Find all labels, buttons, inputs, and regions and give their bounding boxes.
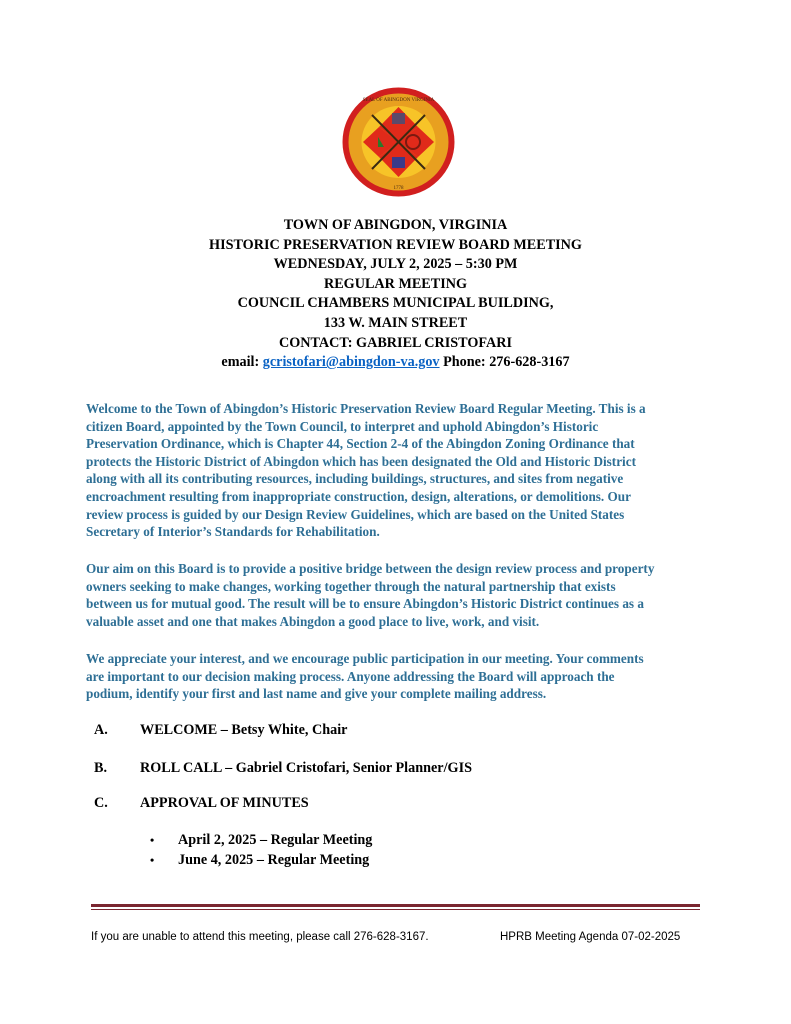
minutes-item-text: June 4, 2025 – Regular Meeting — [178, 852, 370, 868]
paragraph-line: protects the Historic District of Abingdon which has been designated the Old and Historic District — [86, 453, 636, 469]
paragraph-line: along with all its contributing resources, including buildings, structures, and sites from negative — [86, 471, 624, 487]
paragraph-line: valuable asset and one that makes Abingdon a good place to live, work, and visit. — [86, 613, 540, 629]
header-line-contact: CONTACT: GABRIEL CRISTOFARI — [278, 334, 513, 351]
footer-doc-id: HPRB Meeting Agenda 07-02-2025 — [500, 931, 681, 943]
footer-divider-thick — [91, 904, 700, 907]
header-line-meeting-type: REGULAR MEETING — [323, 275, 468, 292]
paragraph-line: citizen Board, appointed by the Town Council, to interpret and uphold Abingdon’s Historic — [86, 418, 599, 434]
header-line-town: TOWN OF ABINGDON, VIRGINIA — [283, 217, 508, 233]
paragraph-line: Welcome to the Town of Abingdon’s Historic Preservation Review Board Regular Meeting. This is a — [86, 401, 646, 416]
meeting-header — [0, 216, 791, 373]
agenda-text: APPROVAL OF MINUTES — [140, 795, 309, 811]
paragraph-line: Secretary of Interior’s Standards for Rehabilitation. — [86, 524, 380, 540]
list-item — [150, 850, 372, 870]
minutes-list — [150, 830, 372, 870]
svg-text:SEAL OF ABINGDON VIRGINIA: SEAL OF ABINGDON VIRGINIA — [362, 98, 435, 103]
footer-divider-thin — [91, 909, 700, 910]
header-line-address: 133 W. MAIN STREET — [323, 314, 468, 331]
paragraph-line: are important to our decision making process. Anyone addressing the Board will approach the — [86, 668, 615, 684]
agenda-letter: B. — [94, 760, 108, 776]
svg-text:1778: 1778 — [393, 186, 404, 191]
agenda-text: ROLL CALL – Gabriel Cristofari, Senior Planner/GIS — [140, 760, 472, 776]
paragraph-line: We appreciate your interest, and we encourage public participation in our meeting. Your comments — [86, 651, 644, 666]
intro-paragraph-welcome — [86, 400, 716, 541]
email-label: email: — [221, 354, 260, 371]
town-seal-logo — [342, 87, 455, 197]
header-line-date: WEDNESDAY, JULY 2, 2025 – 5:30 PM — [273, 256, 518, 273]
email-link[interactable]: gcristofari@abingdon-va.gov — [262, 354, 440, 371]
footer-notice: If you are unable to attend this meeting, please call 276-628-3167. — [91, 931, 429, 943]
header-contact-line — [0, 353, 791, 373]
list-item — [150, 830, 372, 850]
bullet-icon: • — [150, 833, 155, 847]
paragraph-line: Our aim on this Board is to provide a positive bridge between the design review process and property — [86, 561, 655, 576]
intro-paragraph-aim — [86, 560, 716, 630]
phone-text: Phone: 276-628-3167 — [443, 354, 570, 371]
paragraph-line: review process is guided by our Design Review Guidelines, which are based on the United States — [86, 506, 625, 522]
minutes-item-text: April 2, 2025 – Regular Meeting — [178, 832, 373, 848]
agenda-letter: C. — [94, 795, 108, 811]
bullet-icon: • — [150, 853, 155, 867]
paragraph-line: podium, identify your first and last name and give your complete mailing address. — [86, 686, 547, 702]
paragraph-line: encroachment resulting from inappropriate construction, design, alterations, or demolitions. Our — [86, 488, 631, 504]
intro-paragraph-participation — [86, 650, 716, 703]
agenda-text: WELCOME – Betsy White, Chair — [140, 722, 348, 738]
paragraph-line: Preservation Ordinance, which is Chapter 44, Section 2-4 of the Abingdon Zoning Ordinance that — [86, 436, 635, 452]
agenda-letter: A. — [94, 722, 108, 738]
header-line-board: HISTORIC PRESERVATION REVIEW BOARD MEETING — [209, 236, 582, 253]
paragraph-line: owners seeking to make changes, working together through the natural partnership that exists — [86, 578, 616, 594]
paragraph-line: between us for mutual good. The result will be to ensure Abingdon’s Historic District continues as a — [86, 596, 644, 612]
header-line-location: COUNCIL CHAMBERS MUNICIPAL BUILDING, — [237, 295, 554, 312]
